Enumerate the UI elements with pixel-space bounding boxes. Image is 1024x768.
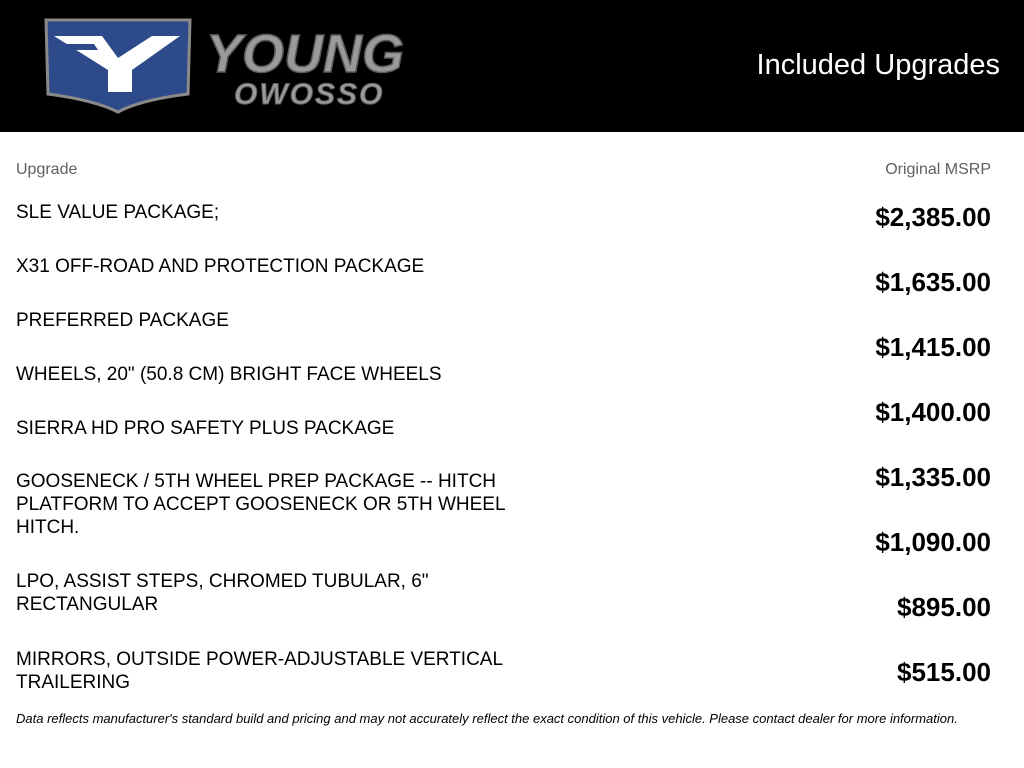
- page-title: Included Upgrades: [756, 49, 1000, 81]
- price-value: $1,335.00: [875, 462, 991, 492]
- price-value: $1,090.00: [875, 527, 991, 557]
- disclaimer-footnote: Data reflects manufacturer's standard build and pricing and may not accurately reflect the exact condition of this vehicle. Please contact dealer for more information.: [16, 711, 958, 726]
- young-owosso-logo: [40, 14, 510, 118]
- price-value: $1,635.00: [875, 267, 991, 297]
- upgrade-item: LPO, ASSIST STEPS, CHROMED TUBULAR, 6" RECTANGULAR: [16, 571, 429, 615]
- price-value: $2,385.00: [875, 202, 991, 232]
- upgrade-item: SLE VALUE PACKAGE;: [16, 202, 220, 223]
- upgrade-item: SIERRA HD PRO SAFETY PLUS PACKAGE: [16, 418, 395, 439]
- logo-line2: OWOSSO: [234, 78, 385, 111]
- upgrade-item: WHEELS, 20" (50.8 CM) BRIGHT FACE WHEELS: [16, 364, 442, 385]
- upgrade-item: PREFERRED PACKAGE: [16, 310, 229, 331]
- upgrade-item: MIRRORS, OUTSIDE POWER-ADJUSTABLE VERTICAL TRAILERING: [16, 649, 503, 693]
- price-value: $895.00: [897, 592, 991, 622]
- price-value: $515.00: [897, 657, 991, 687]
- header-banner: [0, 0, 1024, 132]
- upgrade-column-header: Upgrade: [16, 161, 78, 178]
- upgrade-item: GOOSENECK / 5TH WHEEL PREP PACKAGE -- HITCH PLATFORM TO ACCEPT GOOSENECK OR 5TH WHEEL HITCH.: [16, 471, 505, 538]
- upgrade-item: X31 OFF-ROAD AND PROTECTION PACKAGE: [16, 256, 425, 277]
- logo-line1: YOUNG: [206, 24, 405, 84]
- msrp-column-header: Original MSRP: [885, 161, 991, 178]
- price-value: $1,415.00: [875, 332, 991, 362]
- price-value: $1,400.00: [875, 397, 991, 427]
